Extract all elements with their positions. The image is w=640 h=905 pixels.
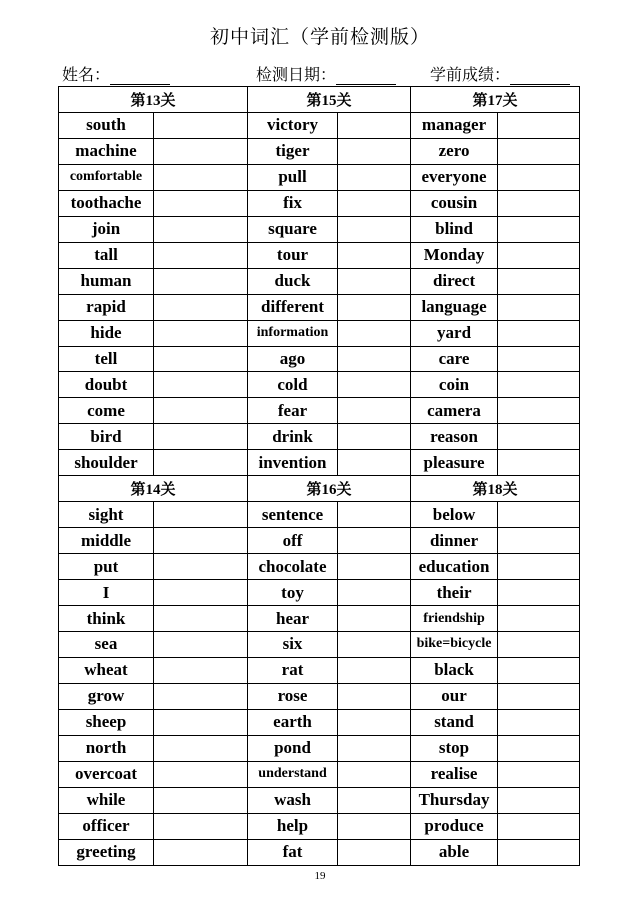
word-cell: sheep [59, 709, 154, 735]
answer-cell[interactable] [498, 580, 580, 606]
word-cell: rapid [59, 294, 154, 320]
level-header: 第17关 [411, 87, 580, 113]
info-row [62, 62, 582, 84]
answer-cell[interactable] [498, 164, 580, 190]
name-field [62, 62, 170, 85]
word-cell: manager [411, 112, 498, 138]
level-header: 第14关 [59, 476, 248, 502]
table-row [59, 216, 580, 242]
word-cell: fat [248, 839, 338, 865]
word-cell: black [411, 657, 498, 683]
answer-cell[interactable] [338, 294, 411, 320]
word-cell: reason [411, 424, 498, 450]
word-cell: square [248, 216, 338, 242]
answer-cell[interactable] [498, 657, 580, 683]
table-row [59, 554, 580, 580]
word-cell: toothache [59, 190, 154, 216]
answer-cell[interactable] [498, 294, 580, 320]
word-cell: wash [248, 787, 338, 813]
word-cell: machine [59, 138, 154, 164]
word-cell: sentence [248, 502, 338, 528]
word-cell: able [411, 839, 498, 865]
word-cell: greeting [59, 839, 154, 865]
word-cell: hide [59, 320, 154, 346]
answer-cell[interactable] [154, 709, 248, 735]
answer-cell[interactable] [338, 554, 411, 580]
table-row [59, 346, 580, 372]
word-cell: below [411, 502, 498, 528]
answer-cell[interactable] [154, 190, 248, 216]
name-blank[interactable] [110, 68, 170, 85]
date-label: 检测日期： [256, 65, 337, 84]
answer-cell[interactable] [338, 657, 411, 683]
answer-cell[interactable] [338, 683, 411, 709]
word-cell: off [248, 528, 338, 554]
answer-cell[interactable] [498, 112, 580, 138]
answer-cell[interactable] [338, 112, 411, 138]
answer-cell[interactable] [154, 735, 248, 761]
name-label: 姓名： [62, 65, 111, 84]
answer-cell[interactable] [498, 268, 580, 294]
word-cell: put [59, 554, 154, 580]
vocabulary-table-body [59, 87, 580, 866]
answer-cell[interactable] [154, 683, 248, 709]
word-cell: sight [59, 502, 154, 528]
word-cell: stand [411, 709, 498, 735]
answer-cell[interactable] [498, 683, 580, 709]
answer-cell[interactable] [154, 606, 248, 632]
word-cell: come [59, 398, 154, 424]
answer-cell[interactable] [338, 502, 411, 528]
answer-cell[interactable] [154, 502, 248, 528]
table-row [59, 424, 580, 450]
answer-cell[interactable] [154, 839, 248, 865]
word-cell: camera [411, 398, 498, 424]
word-cell: fix [248, 190, 338, 216]
table-row [59, 190, 580, 216]
table-row [59, 735, 580, 761]
table-row [59, 164, 580, 190]
section-header-row [59, 87, 580, 113]
word-cell: human [59, 268, 154, 294]
word-cell: I [59, 580, 154, 606]
answer-cell[interactable] [154, 294, 248, 320]
table-row [59, 112, 580, 138]
answer-cell[interactable] [154, 528, 248, 554]
answer-cell[interactable] [498, 398, 580, 424]
page-title: 初中词汇（学前检测版） [209, 26, 430, 48]
table-row [59, 372, 580, 398]
level-header: 第15关 [248, 87, 411, 113]
word-cell: coin [411, 372, 498, 398]
word-cell: their [411, 580, 498, 606]
table-row [59, 761, 580, 787]
word-cell: sea [59, 632, 154, 658]
word-cell: information [248, 320, 338, 346]
answer-cell[interactable] [338, 164, 411, 190]
answer-cell[interactable] [338, 709, 411, 735]
answer-cell[interactable] [498, 554, 580, 580]
answer-cell[interactable] [338, 138, 411, 164]
word-cell: yard [411, 320, 498, 346]
answer-cell[interactable] [498, 502, 580, 528]
word-cell: officer [59, 813, 154, 839]
word-cell: tall [59, 242, 154, 268]
answer-cell[interactable] [154, 813, 248, 839]
table-row [59, 580, 580, 606]
word-cell: Monday [411, 242, 498, 268]
word-cell: produce [411, 813, 498, 839]
answer-cell[interactable] [498, 450, 580, 476]
answer-cell[interactable] [154, 216, 248, 242]
word-cell: tell [59, 346, 154, 372]
word-cell: dinner [411, 528, 498, 554]
table-row [59, 606, 580, 632]
word-cell: tiger [248, 138, 338, 164]
word-cell: tour [248, 242, 338, 268]
answer-cell[interactable] [498, 190, 580, 216]
answer-cell[interactable] [498, 242, 580, 268]
answer-cell[interactable] [338, 242, 411, 268]
answer-cell[interactable] [154, 346, 248, 372]
word-cell: wheat [59, 657, 154, 683]
table-row [59, 528, 580, 554]
word-cell: invention [248, 450, 338, 476]
answer-cell[interactable] [498, 320, 580, 346]
answer-cell[interactable] [154, 554, 248, 580]
table-row [59, 294, 580, 320]
answer-cell[interactable] [338, 761, 411, 787]
table-row [59, 320, 580, 346]
answer-cell[interactable] [154, 761, 248, 787]
word-cell: join [59, 216, 154, 242]
word-cell: education [411, 554, 498, 580]
word-cell: doubt [59, 372, 154, 398]
answer-cell[interactable] [338, 839, 411, 865]
word-cell: fear [248, 398, 338, 424]
answer-cell[interactable] [338, 632, 411, 658]
answer-cell[interactable] [338, 580, 411, 606]
answer-cell[interactable] [338, 450, 411, 476]
level-header: 第13关 [59, 87, 248, 113]
answer-cell[interactable] [498, 632, 580, 658]
word-cell: different [248, 294, 338, 320]
table-row [59, 709, 580, 735]
answer-cell[interactable] [154, 632, 248, 658]
answer-cell[interactable] [154, 164, 248, 190]
answer-cell[interactable] [338, 606, 411, 632]
answer-cell[interactable] [338, 735, 411, 761]
word-cell: pull [248, 164, 338, 190]
answer-cell[interactable] [338, 787, 411, 813]
word-cell: cousin [411, 190, 498, 216]
word-cell: victory [248, 112, 338, 138]
word-cell: zero [411, 138, 498, 164]
answer-cell[interactable] [498, 839, 580, 865]
word-cell: realise [411, 761, 498, 787]
table-row [59, 839, 580, 865]
score-field [430, 62, 570, 85]
answer-cell[interactable] [498, 735, 580, 761]
answer-cell[interactable] [338, 813, 411, 839]
word-cell: while [59, 787, 154, 813]
answer-cell[interactable] [154, 657, 248, 683]
word-cell: Thursday [411, 787, 498, 813]
table-row [59, 787, 580, 813]
word-cell: bird [59, 424, 154, 450]
word-cell: everyone [411, 164, 498, 190]
score-label: 学前成绩： [430, 65, 511, 84]
table-row [59, 138, 580, 164]
word-cell: middle [59, 528, 154, 554]
table-row [59, 683, 580, 709]
answer-cell[interactable] [498, 813, 580, 839]
page-number: 19 [314, 870, 326, 882]
answer-cell[interactable] [498, 761, 580, 787]
word-cell: pond [248, 735, 338, 761]
answer-cell[interactable] [154, 372, 248, 398]
answer-cell[interactable] [338, 424, 411, 450]
word-cell: rose [248, 683, 338, 709]
answer-cell[interactable] [154, 398, 248, 424]
answer-cell[interactable] [154, 580, 248, 606]
answer-cell[interactable] [154, 320, 248, 346]
date-field [256, 62, 396, 85]
answer-cell[interactable] [154, 112, 248, 138]
word-cell: earth [248, 709, 338, 735]
date-blank[interactable] [336, 68, 396, 85]
word-cell: friendship [411, 606, 498, 632]
word-cell: direct [411, 268, 498, 294]
answer-cell[interactable] [338, 528, 411, 554]
word-cell: north [59, 735, 154, 761]
level-header: 第16关 [248, 476, 411, 502]
answer-cell[interactable] [338, 372, 411, 398]
word-cell: grow [59, 683, 154, 709]
answer-cell[interactable] [338, 320, 411, 346]
word-cell: our [411, 683, 498, 709]
word-cell: language [411, 294, 498, 320]
answer-cell[interactable] [338, 190, 411, 216]
answer-cell[interactable] [498, 346, 580, 372]
word-cell: cold [248, 372, 338, 398]
word-cell: help [248, 813, 338, 839]
word-cell: rat [248, 657, 338, 683]
answer-cell[interactable] [498, 216, 580, 242]
table-row [59, 502, 580, 528]
word-cell: bike=bicycle [411, 632, 498, 658]
answer-cell[interactable] [338, 268, 411, 294]
answer-cell[interactable] [498, 138, 580, 164]
section-header-row [59, 476, 580, 502]
word-cell: think [59, 606, 154, 632]
table-row [59, 657, 580, 683]
word-cell: six [248, 632, 338, 658]
word-cell: blind [411, 216, 498, 242]
word-cell: comfortable [59, 164, 154, 190]
word-cell: stop [411, 735, 498, 761]
answer-cell[interactable] [154, 138, 248, 164]
word-cell: overcoat [59, 761, 154, 787]
word-cell: understand [248, 761, 338, 787]
word-cell: hear [248, 606, 338, 632]
table-row [59, 450, 580, 476]
answer-cell[interactable] [154, 424, 248, 450]
level-header: 第18关 [411, 476, 580, 502]
answer-cell[interactable] [498, 787, 580, 813]
answer-cell[interactable] [498, 424, 580, 450]
table-row [59, 242, 580, 268]
table-row [59, 398, 580, 424]
answer-cell[interactable] [338, 398, 411, 424]
score-blank[interactable] [510, 68, 570, 85]
word-cell: drink [248, 424, 338, 450]
table-row [59, 813, 580, 839]
word-cell: care [411, 346, 498, 372]
answer-cell[interactable] [154, 450, 248, 476]
word-cell: toy [248, 580, 338, 606]
word-cell: shoulder [59, 450, 154, 476]
word-cell: duck [248, 268, 338, 294]
word-cell: chocolate [248, 554, 338, 580]
answer-cell[interactable] [338, 346, 411, 372]
answer-cell[interactable] [338, 216, 411, 242]
word-cell: south [59, 112, 154, 138]
vocabulary-table [58, 86, 580, 866]
answer-cell[interactable] [498, 372, 580, 398]
table-row [59, 632, 580, 658]
answer-cell[interactable] [154, 242, 248, 268]
answer-cell[interactable] [498, 606, 580, 632]
word-cell: pleasure [411, 450, 498, 476]
answer-cell[interactable] [154, 787, 248, 813]
answer-cell[interactable] [498, 709, 580, 735]
word-cell: ago [248, 346, 338, 372]
answer-cell[interactable] [154, 268, 248, 294]
table-row [59, 268, 580, 294]
answer-cell[interactable] [498, 528, 580, 554]
